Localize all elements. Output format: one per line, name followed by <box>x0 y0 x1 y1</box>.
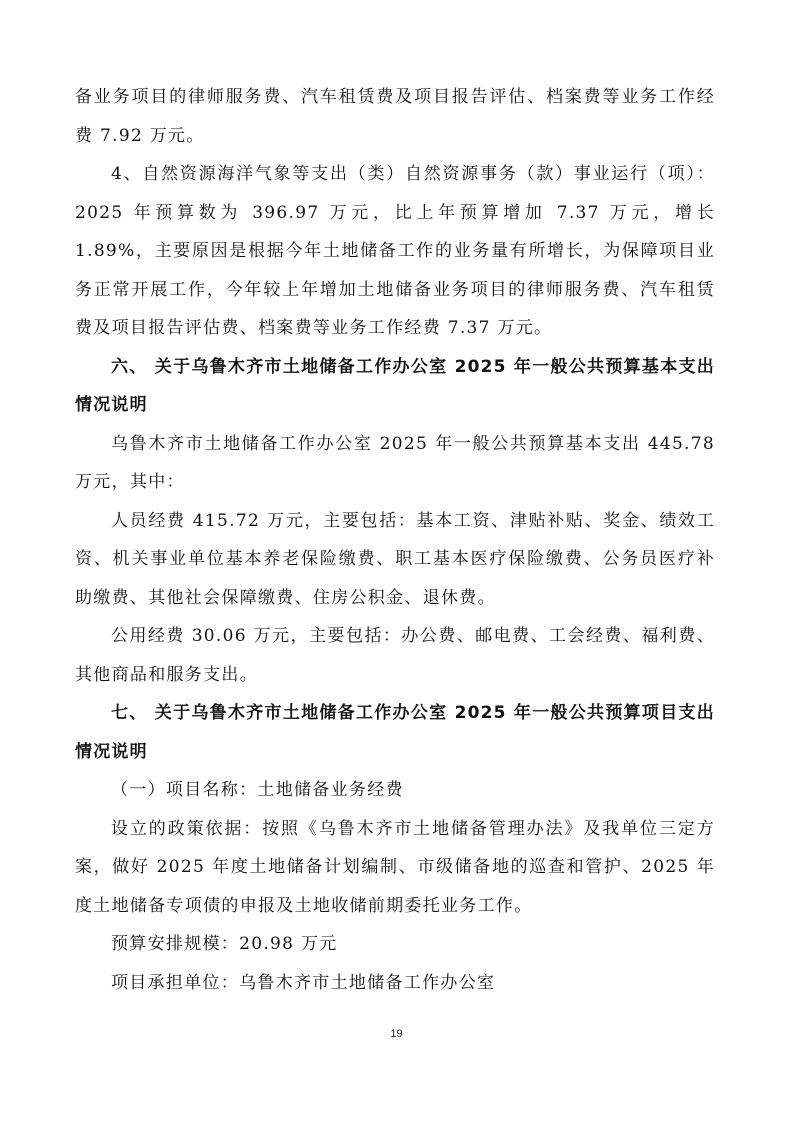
paragraph-public-expenses: 公用经费 30.06 万元，主要包括：办公费、邮电费、工会经费、福利费、其他商品和服务支出。 <box>75 626 715 685</box>
document-body <box>75 78 715 1002</box>
paragraph-policy-basis: 设立的政策依据：按照《乌鲁木齐市土地储备管理办法》及我单位三定方案，做好 2025 年度土地储备计划编制、市级储备地的巡查和管护、2025 年度土地储备专项债的申报及土地收储前期委托业务工作。 <box>75 818 715 916</box>
paragraph-undertaking-unit: 项目承担单位：乌鲁木齐市土地储备工作办公室 <box>111 972 496 993</box>
paragraph-project-name: （一）项目名称：土地储备业务经费 <box>111 780 404 800</box>
section-heading-6: 六、 关于乌鲁木齐市土地储备工作办公室 2025 年一般公共预算基本支出情况说明 <box>75 356 715 415</box>
paragraph-item-4: 4、自然资源海洋气象等支出（类）自然资源事务（款）事业运行（项）：2025 年预算数为 396.97 万元，比上年预算增加 7.37 万元，增长 1.89%，主要原因是根据今年土地储备工作的业务量有所增长，为保障项目业务正常开展工作，今年较上年增加土地储备业务项目的律师服务费、汽车租赁费及项目报告评估费、档案费等业务工作经费 7.37 万元。 <box>75 164 715 338</box>
paragraph-continuation: 备业务项目的律师服务费、汽车租赁费及项目报告评估、档案费等业务工作经费 7.92 万元。 <box>75 87 715 146</box>
paragraph-basic-expenditure: 乌鲁木齐市土地储备工作办公室 2025 年一般公共预算基本支出 445.78 万元，其中： <box>75 433 715 492</box>
paragraph-budget-scale: 预算安排规模：20.98 万元 <box>111 934 338 954</box>
page-number: 19 <box>390 1028 403 1040</box>
paragraph-personnel-expenses: 人员经费 415.72 万元，主要包括：基本工资、津贴补贴、奖金、绩效工资、机关事业单位基本养老保险缴费、职工基本医疗保险缴费、公务员医疗补助缴费、其他社会保障缴费、住房公积金、退休费。 <box>75 510 715 608</box>
section-heading-7: 七、 关于乌鲁木齐市土地储备工作办公室 2025 年一般公共预算项目支出情况说明 <box>75 703 715 762</box>
